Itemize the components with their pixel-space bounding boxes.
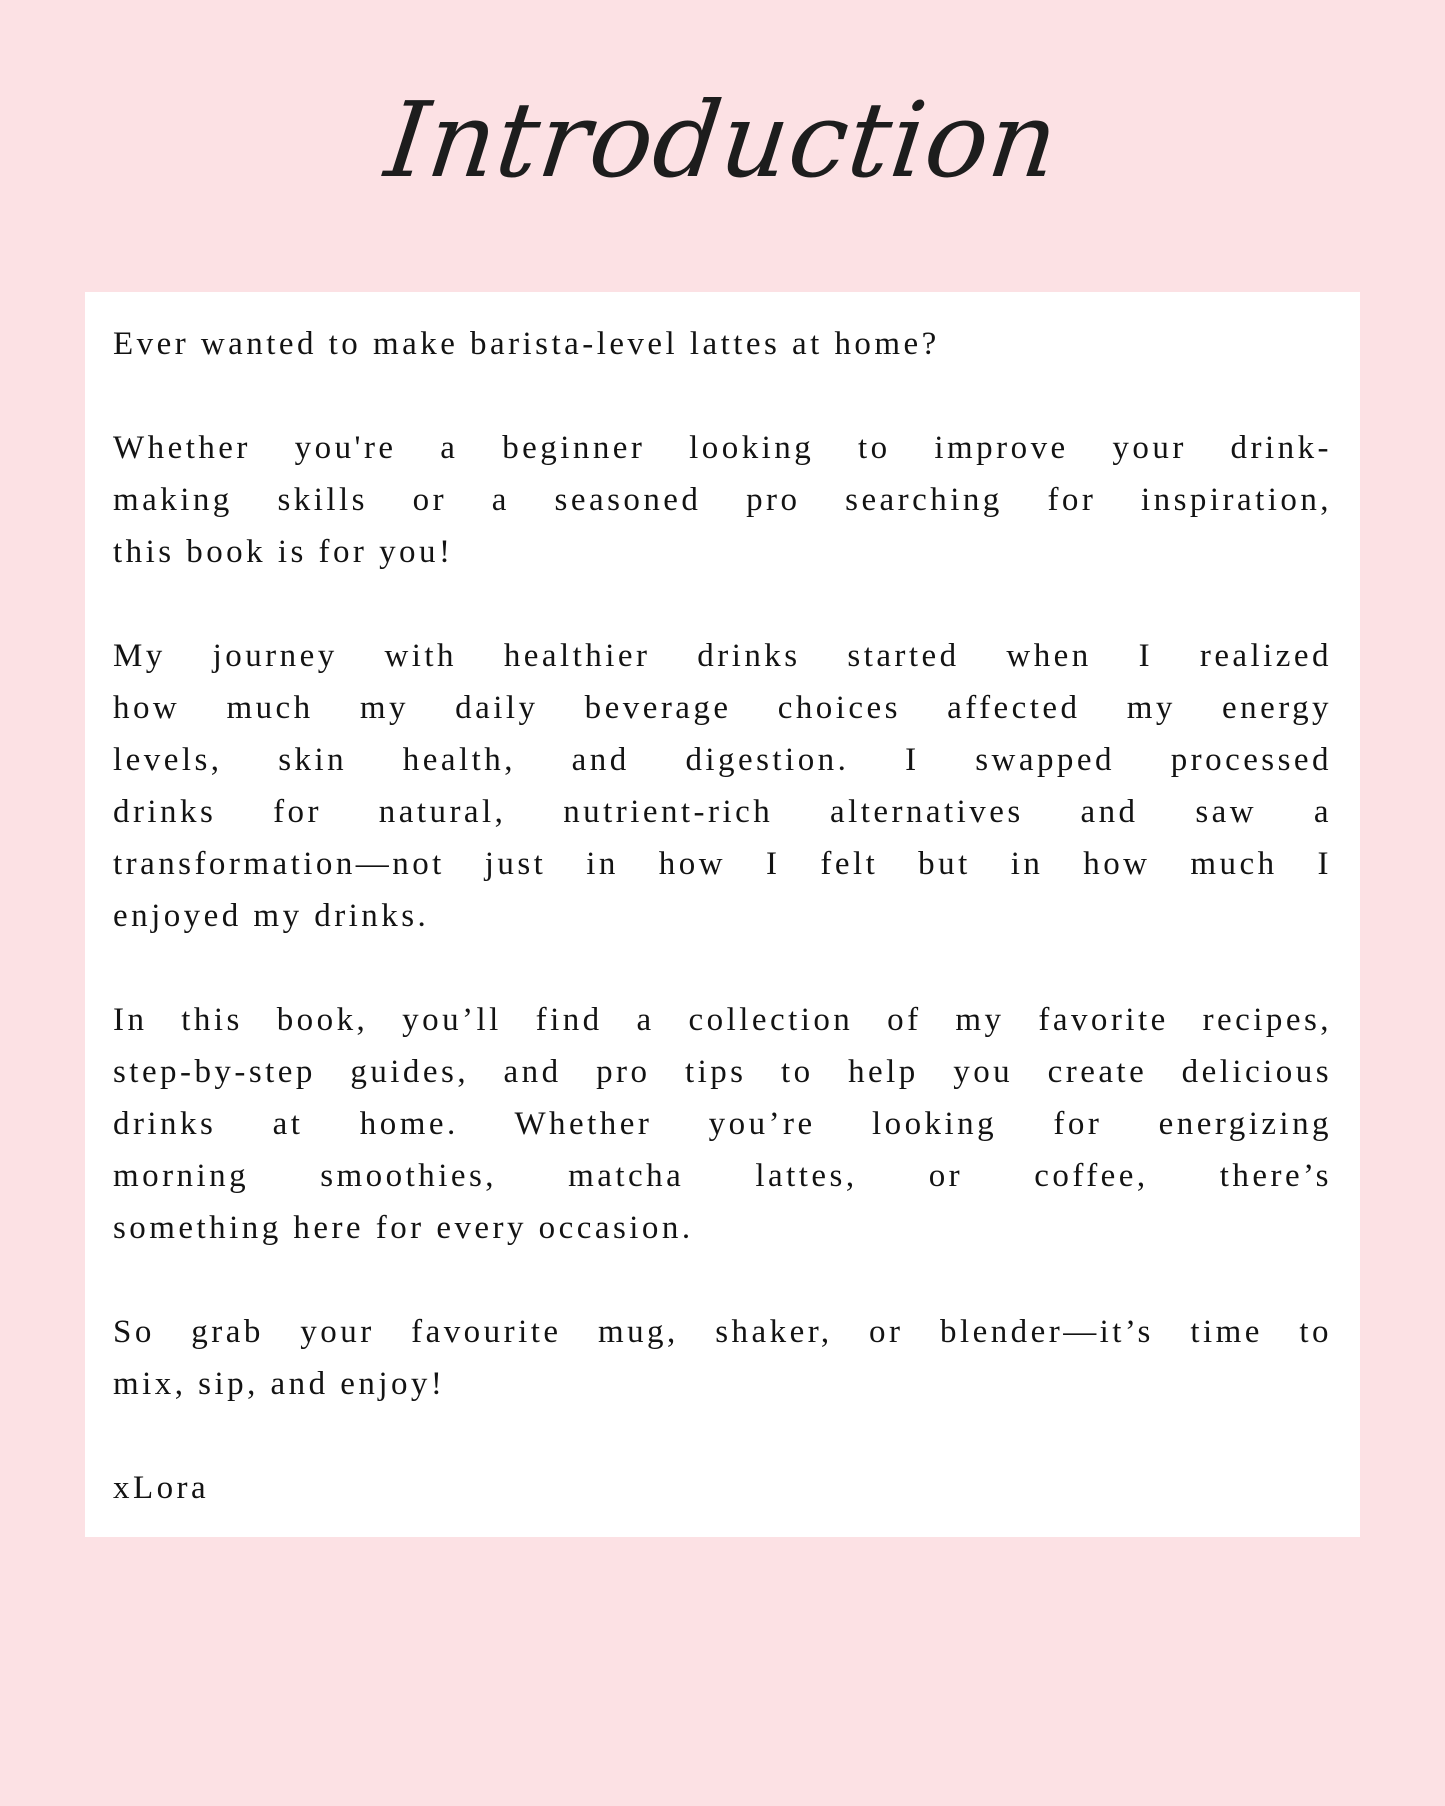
text-line: So grab your favourite mug, shaker, or blender—it’s time to (113, 1314, 1332, 1350)
text-line: Whether you're a beginner looking to improve your drink- (113, 430, 1332, 466)
paragraph (113, 422, 1332, 578)
signature: xLora (113, 1470, 210, 1506)
text-line: drinks for natural, nutrient-rich alternatives and saw a (113, 794, 1332, 830)
text-line: enjoyed my drinks. (113, 898, 430, 934)
paragraph (113, 318, 1332, 370)
paragraph (113, 630, 1332, 942)
text-line: this book is for you! (113, 534, 454, 570)
text-line: Ever wanted to make barista-level lattes at home? (113, 326, 940, 362)
introduction-text (113, 318, 1332, 1410)
text-line: levels, skin health, and digestion. I swapped processed (113, 742, 1332, 778)
paragraph (113, 994, 1332, 1254)
page-header (0, 0, 1445, 292)
text-line: how much my daily beverage choices affected my energy (113, 690, 1332, 726)
page-title: Introduction (379, 79, 1066, 201)
text-line: morning smoothies, matcha lattes, or coffee, there’s (113, 1158, 1332, 1194)
text-line: transformation—not just in how I felt but in how much I (113, 846, 1332, 882)
text-line: In this book, you’ll find a collection of my favorite recipes, (113, 1002, 1332, 1038)
paragraph (113, 1306, 1332, 1410)
text-line: drinks at home. Whether you’re looking for energizing (113, 1106, 1332, 1142)
text-line: something here for every occasion. (113, 1210, 694, 1246)
text-line: mix, sip, and enjoy! (113, 1366, 446, 1402)
content-card (85, 292, 1360, 1537)
text-line: My journey with healthier drinks started when I realized (113, 638, 1332, 674)
text-line: making skills or a seasoned pro searching for inspiration, (113, 482, 1332, 518)
text-line: step-by-step guides, and pro tips to help you create delicious (113, 1054, 1332, 1090)
